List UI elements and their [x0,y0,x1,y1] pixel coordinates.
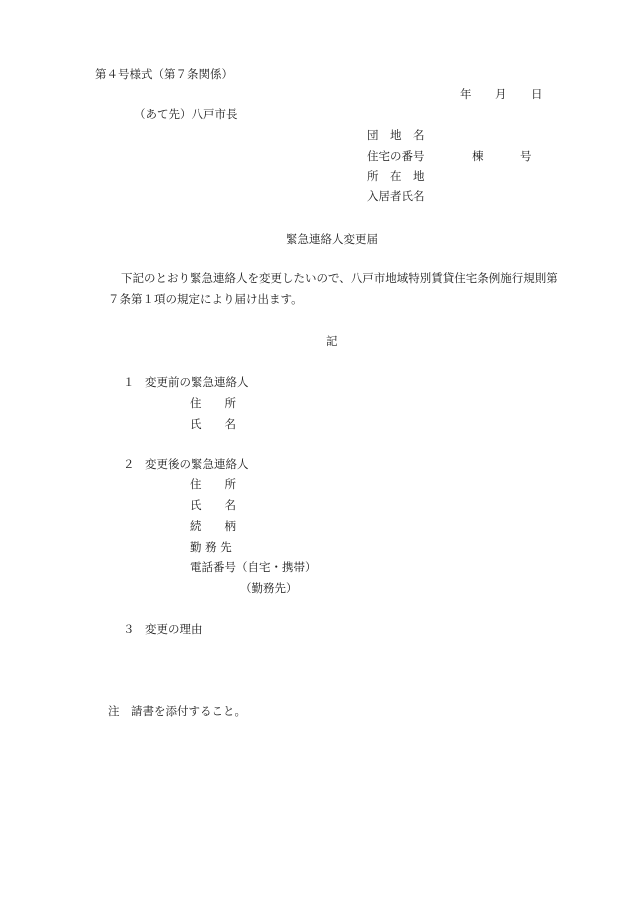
body-text-line2: ７条第１項の規定により届け出ます。 [108,292,303,306]
date-day-label: 日 [531,87,543,101]
section2-number: ２ [123,457,135,471]
section3-heading: 変更の理由 [145,622,203,636]
section1-heading: 変更前の緊急連絡人 [145,375,249,389]
section2-heading: 変更後の緊急連絡人 [145,457,249,471]
section3-number: ３ [123,622,135,636]
section2-phone-work-label: （勤務先） [240,581,298,595]
document-title: 緊急連絡人変更届 [286,232,378,246]
section2-name-label: 氏 名 [190,498,236,512]
number-suffix: 号 [520,149,532,163]
section2-relation-label: 続 柄 [190,519,236,533]
unit-number-label: 住宅の番号 [367,149,425,163]
footnote: 注 請書を添付すること。 [108,704,246,718]
date-year-label: 年 [460,87,472,101]
section2-phone-label: 電話番号（自宅・携帯） [190,560,317,574]
body-text-line1: 下記のとおり緊急連絡人を変更したいので、八戸市地域特別賃貸住宅条例施行規則第 [121,271,558,285]
building-suffix: 棟 [472,149,484,163]
complex-name-label: 団 地 名 [367,128,425,142]
resident-name-label: 入居者氏名 [367,189,425,203]
form-number: 第４号様式（第７条関係） [95,67,233,81]
section1-name-label: 氏 名 [190,417,236,431]
section1-address-label: 住 所 [190,396,236,410]
ki-heading: 記 [326,334,338,348]
section2-workplace-label: 勤 務 先 [190,540,232,554]
address-label: 所 在 地 [367,169,425,183]
section2-address-label: 住 所 [190,477,236,491]
date-month-label: 月 [495,87,507,101]
addressee: （あて先）八戸市長 [134,107,238,121]
section1-number: １ [123,375,135,389]
